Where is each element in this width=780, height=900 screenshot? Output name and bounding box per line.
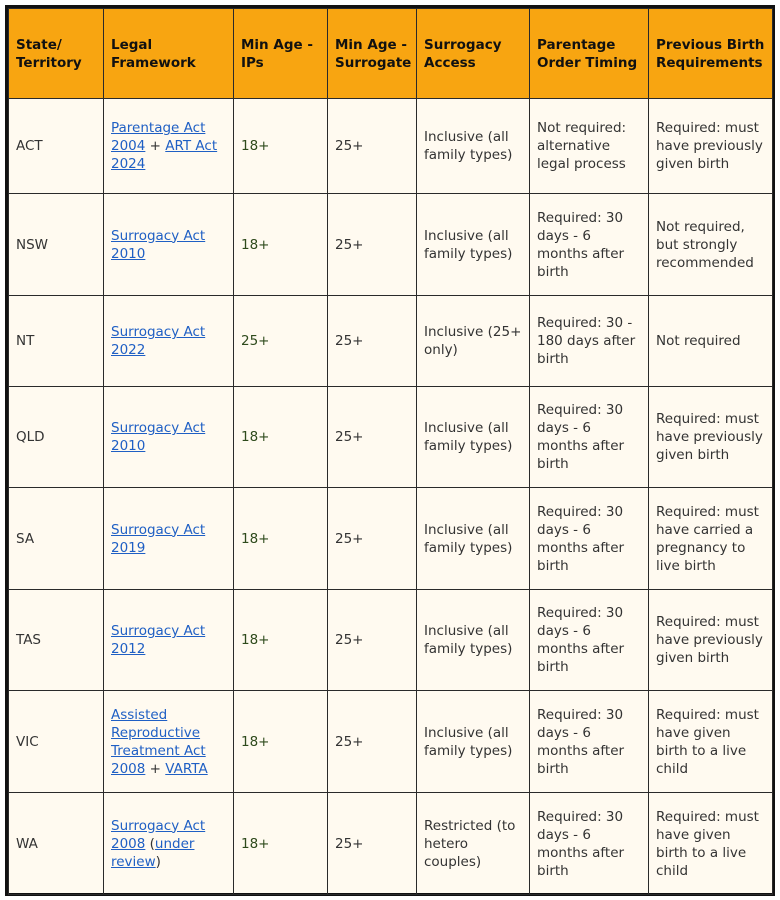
cell-parentage: Required: 30 days - 6 months after birth <box>530 691 649 793</box>
cell-state: VIC <box>9 691 104 793</box>
surrogacy-comparison-table <box>8 8 773 895</box>
cell-min-age-ips: 18+ <box>234 793 328 895</box>
framework-link[interactable]: Surrogacy Act 2010 <box>111 420 206 454</box>
header-row <box>9 9 773 99</box>
cell-state: NT <box>9 296 104 387</box>
cell-access: Inclusive (all family types) <box>417 194 530 296</box>
table-row <box>9 194 773 296</box>
header-access: Surrogacy Access <box>417 9 530 99</box>
table-row <box>9 488 773 590</box>
cell-access: Restricted (to hetero couples) <box>417 793 530 895</box>
cell-framework: Parentage Act 2004 + ART Act 2024 <box>104 99 234 194</box>
cell-previous-birth: Required: must have carried a pregnancy to live birth <box>649 488 773 590</box>
cell-parentage: Required: 30 days - 6 months after birth <box>530 194 649 296</box>
cell-min-age-ips: 18+ <box>234 99 328 194</box>
framework-link[interactable]: Surrogacy Act 2012 <box>111 623 206 657</box>
framework-link[interactable]: Assisted Reproductive Treatment Act 2008 <box>111 706 206 777</box>
cell-access: Inclusive (all family types) <box>417 488 530 590</box>
table-row <box>9 99 773 194</box>
cell-min-age-surrogate: 25+ <box>328 99 417 194</box>
framework-link[interactable]: Surrogacy Act 2008 <box>111 817 206 852</box>
cell-framework <box>104 590 234 691</box>
cell-parentage: Required: 30 days - 6 months after birth <box>530 387 649 488</box>
cell-min-age-surrogate: 25+ <box>328 387 417 488</box>
cell-min-age-surrogate: 25+ <box>328 691 417 793</box>
surrogacy-table-container <box>5 5 775 896</box>
cell-parentage: Required: 30 days - 6 months after birth <box>530 488 649 590</box>
cell-access: Inclusive (25+ only) <box>417 296 530 387</box>
framework-link[interactable]: VARTA <box>165 760 208 777</box>
cell-min-age-ips: 25+ <box>234 296 328 387</box>
cell-state: NSW <box>9 194 104 296</box>
cell-previous-birth: Required: must have previously given birth <box>649 387 773 488</box>
cell-min-age-surrogate: 25+ <box>328 590 417 691</box>
cell-min-age-surrogate: 25+ <box>328 194 417 296</box>
header-framework: Legal Framework <box>104 9 234 99</box>
cell-previous-birth: Required: must have given birth to a live child <box>649 793 773 895</box>
framework-link[interactable]: ART Act 2024 <box>111 138 218 172</box>
header-min-age-surrogate: Min Age - Surrogate <box>328 9 417 99</box>
cell-access: Inclusive (all family types) <box>417 99 530 194</box>
header-min-age-ips: Min Age - IPs <box>234 9 328 99</box>
cell-min-age-surrogate: 25+ <box>328 488 417 590</box>
cell-state: ACT <box>9 99 104 194</box>
cell-framework <box>104 296 234 387</box>
cell-access: Inclusive (all family types) <box>417 691 530 793</box>
cell-min-age-surrogate: 25+ <box>328 296 417 387</box>
cell-parentage: Required: 30 - 180 days after birth <box>530 296 649 387</box>
cell-min-age-ips: 18+ <box>234 194 328 296</box>
framework-link[interactable]: Surrogacy Act 2019 <box>111 521 206 556</box>
cell-previous-birth: Required: must have given birth to a live child <box>649 691 773 793</box>
table-row <box>9 590 773 691</box>
cell-framework: Surrogacy Act 2008 (under review) <box>104 793 234 895</box>
cell-state: SA <box>9 488 104 590</box>
cell-framework <box>104 387 234 488</box>
table-row <box>9 793 773 895</box>
cell-min-age-ips: 18+ <box>234 488 328 590</box>
cell-previous-birth: Not required <box>649 296 773 387</box>
cell-framework <box>104 488 234 590</box>
cell-min-age-ips: 18+ <box>234 590 328 691</box>
framework-link[interactable]: Surrogacy Act 2010 <box>111 227 206 262</box>
table-row <box>9 691 773 793</box>
framework-link[interactable]: Surrogacy Act 2022 <box>111 324 206 358</box>
cell-min-age-ips: 18+ <box>234 691 328 793</box>
header-parentage: Parentage Order Timing <box>530 9 649 99</box>
framework-link[interactable]: Parentage Act 2004 <box>111 120 206 154</box>
cell-framework: Assisted Reproductive Treatment Act 2008 + VARTA <box>104 691 234 793</box>
header-state: State/ Territory <box>9 9 104 99</box>
cell-parentage: Required: 30 days - 6 months after birth <box>530 793 649 895</box>
cell-framework <box>104 194 234 296</box>
cell-min-age-surrogate: 25+ <box>328 793 417 895</box>
header-previous-birth: Previous Birth Requirements <box>649 9 773 99</box>
cell-state: WA <box>9 793 104 895</box>
cell-parentage: Required: 30 days - 6 months after birth <box>530 590 649 691</box>
cell-access: Inclusive (all family types) <box>417 387 530 488</box>
cell-previous-birth: Required: must have previously given birth <box>649 590 773 691</box>
cell-min-age-ips: 18+ <box>234 387 328 488</box>
cell-access: Inclusive (all family types) <box>417 590 530 691</box>
cell-state: TAS <box>9 590 104 691</box>
framework-link[interactable]: under review <box>111 835 195 870</box>
cell-state: QLD <box>9 387 104 488</box>
cell-previous-birth: Required: must have previously given birth <box>649 99 773 194</box>
table-row <box>9 387 773 488</box>
cell-parentage: Not required: alternative legal process <box>530 99 649 194</box>
table-row <box>9 296 773 387</box>
cell-previous-birth: Not required, but strongly recommended <box>649 194 773 296</box>
